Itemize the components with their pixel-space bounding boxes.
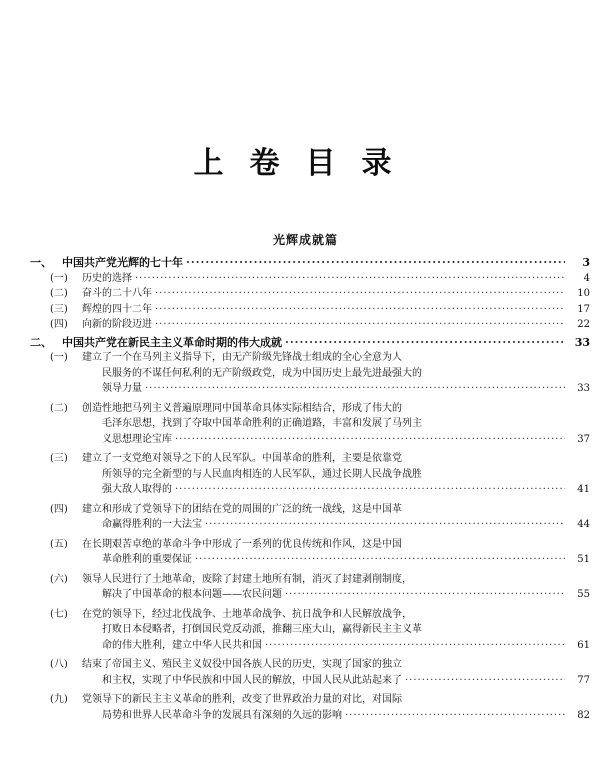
leader-dots xyxy=(155,317,565,333)
toc-entry xyxy=(30,451,590,498)
toc-entry-text: 民服务的不谋任何私利的无产阶级政党，成为中国历史上最先进最强大的 xyxy=(102,367,422,379)
toc-page-number: 41 xyxy=(577,484,590,495)
toc-entry-line xyxy=(50,401,590,417)
leader-dots xyxy=(175,432,565,448)
toc-page-number: 77 xyxy=(577,674,590,686)
toc-entry xyxy=(30,335,590,351)
toc-entry-text: 向新的阶段迈进 xyxy=(82,319,152,330)
toc-entry-text: 领导力量 xyxy=(102,383,142,394)
toc-entry-number: 二、 xyxy=(30,335,52,349)
toc-entry-text: 在党的领导下，经过北伐战争、土地革命战争、抗日战争和人民解放战争， xyxy=(82,608,412,620)
toc-entry-number: 一、 xyxy=(30,256,52,269)
toc-page-number: 3 xyxy=(582,256,590,269)
toc-entry-number: (一) xyxy=(50,272,68,284)
toc-entry xyxy=(30,255,590,271)
toc-entry-line xyxy=(50,416,590,432)
toc-entry-text: 在长期艰苦卓绝的革命斗争中形成了一系列的优良传统和作风，这是中国 xyxy=(82,538,402,550)
toc-entry-text: 毛泽东思想，找到了夺取中国革命胜利的正确道路，丰富和发展了马列主 xyxy=(102,418,422,429)
toc-entry-number: (七) xyxy=(50,608,68,620)
toc-page-number: 37 xyxy=(577,433,590,445)
table-of-contents xyxy=(30,253,590,727)
toc-entry-line xyxy=(50,517,590,533)
leader-dots xyxy=(135,271,565,287)
toc-entry-line xyxy=(50,317,590,333)
toc-entry-text: 命赢得胜利的一大法宝 xyxy=(102,519,202,530)
page-title: 上卷目录 xyxy=(193,146,418,181)
toc-entry-text: 奋斗的二十八年 xyxy=(82,288,152,299)
toc-entry xyxy=(30,502,590,533)
toc-entry-number: (二) xyxy=(50,402,68,414)
toc-page-number: 33 xyxy=(574,335,590,349)
toc-entry-line xyxy=(50,366,590,382)
toc-entry xyxy=(30,537,590,568)
leader-dots xyxy=(155,302,565,318)
leader-dots xyxy=(175,482,565,498)
toc-entry xyxy=(30,572,590,603)
toc-entry-text: 历史的选择 xyxy=(82,272,132,284)
toc-entry-text: 打败日本侵略者，打倒国民党反动派，推翻三座大山，赢得新民主主义革 xyxy=(102,624,422,635)
toc-entry-line xyxy=(50,537,590,553)
toc-entry-text: 辉煌的四十二年 xyxy=(82,303,152,315)
toc-entry-line xyxy=(50,657,590,673)
leader-dots xyxy=(285,587,565,603)
toc-entry-text: 和主权，实现了中华民族和中国人民的解放，中国人民从此站起来了 xyxy=(102,674,402,686)
toc-entry xyxy=(30,350,590,397)
toc-entry-text: 强大敌人取得的 xyxy=(102,484,172,495)
toc-entry xyxy=(30,401,590,448)
toc-entry-line xyxy=(50,692,590,708)
toc-entry xyxy=(30,607,590,654)
toc-entry-line xyxy=(50,607,590,623)
toc-entry-line xyxy=(50,381,590,397)
toc-page-number: 10 xyxy=(577,288,590,299)
toc-entry-text: 中国共产党光辉的七十年 xyxy=(62,256,183,269)
toc-entry-number: (六) xyxy=(50,573,68,585)
leader-dots xyxy=(195,552,565,568)
leader-dots xyxy=(155,286,565,302)
leader-dots xyxy=(205,517,565,533)
toc-entry xyxy=(30,317,590,333)
toc-entry-text: 革命胜利的重要保证 xyxy=(102,554,192,565)
toc-page-number: 55 xyxy=(577,589,590,600)
toc-entry-number: (八) xyxy=(50,659,68,670)
toc-page-number: 44 xyxy=(577,519,590,530)
toc-page-number: 61 xyxy=(577,639,590,651)
toc-entry xyxy=(30,657,590,688)
toc-entry-text: 建立了一个在马列主义指导下，由无产阶级先锋战士组成的全心全意为人 xyxy=(82,352,402,363)
toc-entry-number: (三) xyxy=(50,453,68,464)
toc-entry-text: 中国共产党在新民主主义革命时期的伟大成就 xyxy=(62,335,282,349)
toc-entry-text: 领导人民进行了土地革命，废除了封建土地所有制，消灭了封建剥削制度， xyxy=(82,573,412,585)
toc-entry-line xyxy=(50,502,590,518)
toc-entry-line xyxy=(50,451,590,467)
toc-entry-text: 建立了一支党绝对领导之下的人民军队。中国革命的胜利，主要是依靠党 xyxy=(82,453,402,464)
toc-entry-number: (五) xyxy=(50,538,68,550)
toc-entry-text: 解决了中国革命的根本问题——农民问题 xyxy=(102,589,282,600)
toc-entry-line xyxy=(50,552,590,568)
toc-entry-line xyxy=(50,638,590,654)
toc-entry-text: 建立和形成了党领导下的团结在党的周围的广泛的统一战线，这是中国革 xyxy=(82,503,402,515)
toc-entry-line xyxy=(50,350,590,366)
toc-entry-number: (三) xyxy=(50,303,68,315)
entry-gap xyxy=(30,723,590,727)
toc-entry-line xyxy=(50,587,590,603)
toc-page-number: 33 xyxy=(577,383,590,394)
toc-entry-line xyxy=(50,673,590,689)
toc-entry-line xyxy=(50,572,590,588)
toc-page-number: 51 xyxy=(577,554,590,565)
toc-entry-line xyxy=(50,432,590,448)
leader-dots xyxy=(265,638,565,654)
toc-entry-text: 党领导下的新民主主义革命的胜利，改变了世界政治力量的对比，对国际 xyxy=(82,694,402,705)
toc-entry-text: 命的伟大胜利，建立中华人民共和国 xyxy=(102,639,262,651)
toc-entry-line xyxy=(50,482,590,498)
leader-dots xyxy=(405,673,565,689)
leader-dots xyxy=(285,335,565,351)
toc-entry-text: 所领导的完全新型的与人民血肉相连的人民军队，通过长期人民战争战胜 xyxy=(102,468,422,480)
toc-page-number: 4 xyxy=(583,272,590,284)
toc-entry xyxy=(30,271,590,287)
toc-entry-line xyxy=(50,271,590,287)
toc-entry xyxy=(30,692,590,723)
toc-entry-number: (二) xyxy=(50,288,68,299)
toc-entry-number: (四) xyxy=(50,503,68,515)
toc-entry-text: 局势和世界人民革命斗争的发展具有深刻的久远的影响 xyxy=(102,709,342,721)
toc-entry-number: (一) xyxy=(50,352,68,363)
leader-dots xyxy=(145,381,565,397)
section-title: 光辉成就篇 xyxy=(272,233,338,247)
toc-entry-line xyxy=(50,467,590,483)
toc-entry-text: 结束了帝国主义、殖民主义奴役中国各族人民的历史，实现了国家的独立 xyxy=(82,659,402,670)
toc-entry-line xyxy=(50,708,590,724)
toc-entry-line xyxy=(50,302,590,318)
leader-dots xyxy=(345,708,565,724)
toc-entry-number: (四) xyxy=(50,319,68,330)
toc-page-number: 82 xyxy=(577,709,590,721)
toc-entry-line xyxy=(30,335,590,351)
toc-page-number: 22 xyxy=(577,319,590,330)
toc-entry-line xyxy=(50,622,590,638)
toc-entry xyxy=(30,302,590,318)
toc-entry-line xyxy=(50,286,590,302)
toc-entry-line xyxy=(30,255,590,271)
toc-page-number: 17 xyxy=(577,303,590,315)
leader-dots xyxy=(186,255,565,271)
toc-entry-number: (九) xyxy=(50,694,68,705)
toc-entry-text: 义思想理论宝库 xyxy=(102,433,172,445)
toc-entry xyxy=(30,286,590,302)
toc-entry-text: 创造性地把马列主义普遍原理同中国革命具体实际相结合，形成了伟大的 xyxy=(82,402,402,414)
